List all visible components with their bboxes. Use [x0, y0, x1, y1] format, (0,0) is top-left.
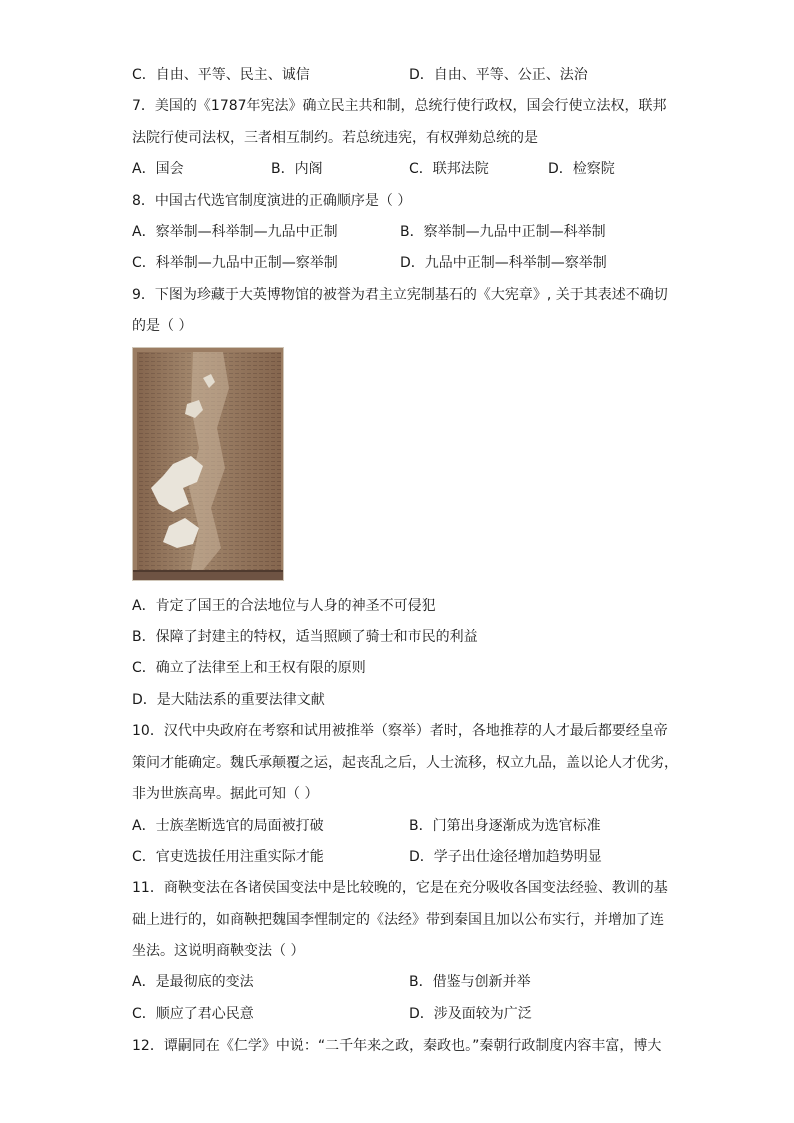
q7-option-b: B．内阁: [271, 161, 323, 177]
q9-stem-line1: 9．下图为珍藏于大英博物馆的被誉为君主立宪制基石的《大宪章》, 关于其表述不确切: [132, 287, 668, 303]
q8-option-d: D．九品中正制—科举制—察举制: [400, 255, 607, 271]
q11-stem-line3: 坐法。这说明商鞅变法（ ）: [132, 943, 305, 959]
q10-stem-line1: 10．汉代中央政府在考察和试用被推举（察举）者时，各地推荐的人才最后都要经皇帝: [132, 723, 668, 739]
q8-option-a: A．察举制—科举制—九品中正制: [132, 224, 338, 240]
q7-option-a: A．国会: [132, 161, 184, 177]
q10-option-c: C．官吏选拔任用注重实际才能: [132, 849, 324, 865]
q7-option-d: D．检察院: [548, 161, 615, 177]
q10-option-a: A．士族垄断选官的局面被打破: [132, 818, 324, 834]
q10-stem-line3: 非为世族高卑。据此可知（ ）: [132, 786, 319, 802]
q11-stem-line2: 础上进行的，如商鞅把魏国李悝制定的《法经》带到秦国且加以公布实行，并增加了连: [132, 912, 664, 928]
q9-option-d: D．是大陆法系的重要法律文献: [132, 692, 325, 708]
magna-carta-image: [132, 347, 284, 581]
q10-option-b: B．门第出身逐渐成为选官标准: [409, 818, 601, 834]
q7-stem-line1: 7．美国的《1787年宪法》确立民主共和制，总统行使行政权，国会行使立法权，联邦: [132, 98, 667, 114]
q6-option-d: D．自由、平等、公正、法治: [409, 67, 588, 83]
q7-stem-line2: 法院行使司法权，三者相互制约。若总统违宪，有权弹劾总统的是: [132, 130, 538, 146]
q7-option-c: C．联邦法院: [409, 161, 489, 177]
q11-option-a: A．是最彻底的变法: [132, 974, 254, 990]
q11-option-c: C．顺应了君心民意: [132, 1006, 254, 1022]
q6-option-c: C．自由、平等、民主、诚信: [132, 67, 310, 83]
q9-option-b: B．保障了封建主的特权，适当照顾了骑士和市民的利益: [132, 629, 478, 645]
q9-option-a: A．肯定了国王的合法地位与人身的神圣不可侵犯: [132, 598, 436, 614]
q9-option-c: C．确立了法律至上和王权有限的原则: [132, 660, 366, 676]
q10-stem-line2: 策问才能确定。魏氏承颠覆之运，起丧乱之后，人士流移，权立九品，盖以论人才优劣，: [132, 755, 678, 771]
q8-stem: 8．中国古代选官制度演进的正确顺序是（ ）: [132, 193, 412, 209]
q8-option-c: C．科举制—九品中正制—察举制: [132, 255, 338, 271]
q10-option-d: D．学子出仕途径增加趋势明显: [409, 849, 602, 865]
q8-option-b: B．察举制—九品中正制—科举制: [400, 224, 606, 240]
magna-carta-picture: [133, 348, 284, 581]
q11-stem-line1: 11．商鞅变法在各诸侯国变法中是比较晚的，它是在充分吸收各国变法经验、教训的基: [132, 880, 668, 896]
q12-stem-line1: 12．谭嗣同在《仁学》中说：“二千年来之政，秦政也。”秦朝行政制度内容丰富，博大: [132, 1038, 662, 1054]
q9-stem-line2: 的是（ ）: [132, 318, 193, 334]
q11-option-b: B．借鉴与创新并举: [409, 974, 531, 990]
q11-option-d: D．涉及面较为广泛: [409, 1006, 532, 1022]
